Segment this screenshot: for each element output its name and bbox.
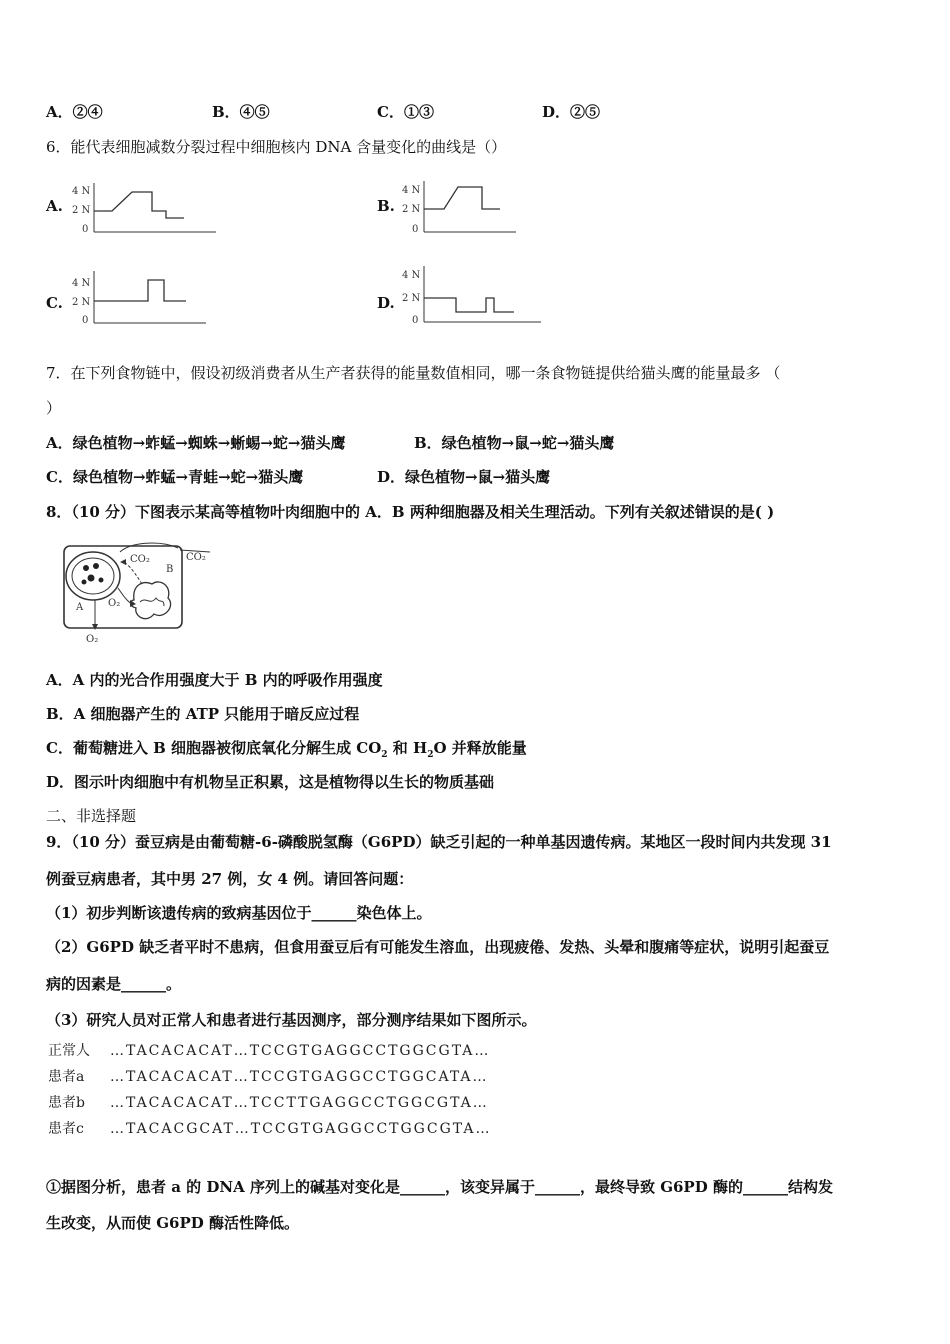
sequence-row (48, 1067, 489, 1087)
q8-option-c-post: O 并释放能量 (433, 739, 527, 757)
q5-option-a: A．②④ (46, 103, 103, 121)
axis-2n: 2 N (402, 204, 421, 215)
q6-stem-text: 6．能代表细胞减数分裂过程中细胞核内 DNA 含量变化的曲线是（） (46, 138, 507, 156)
q9-stem-line1: 9．（10 分）蚕豆病是由葡萄糖-6-磷酸脱氢酶（G6PD）缺乏引起的一种单基因遗传病。某地区一段时间内共发现 31 (46, 833, 832, 851)
q8-stem: 8．（10 分）下图表示某高等植物叶肉细胞中的 A．B 两种细胞器及相关生理活动。下列有关叙述错误的是( ) (46, 503, 775, 521)
q8-option-d: D．图示叶肉细胞中有机物呈正积累，这是植物得以生长的物质基础 (46, 773, 495, 791)
sequence-row (48, 1093, 489, 1113)
q8-organelle-diagram (60, 540, 220, 654)
q9-stem-line2: 例蚕豆病患者，其中男 27 例，女 4 例。请回答问题： (46, 870, 414, 888)
q8-option-c-sub2: 2 (427, 750, 434, 760)
sequence-value: …TACACACAT…TCCGTGAGGCCTGGCATA… (110, 1069, 489, 1085)
q7-option-b: B．绿色植物→鼠→蛇→猫头鹰 (414, 434, 615, 452)
q7-option-d: D．绿色植物→鼠→猫头鹰 (377, 468, 551, 486)
q9-subq1-line2: 生改变，从而使 G6PD 酶活性降低。 (46, 1214, 299, 1232)
q9-part3: （3）研究人员对正常人和患者进行基因测序，部分测序结果如下图所示。 (46, 1011, 537, 1029)
q6-label-b: B. (377, 197, 395, 215)
axis-0: 0 (412, 315, 419, 326)
q6-label-c: C. (46, 294, 63, 312)
o2-out-label: O₂ (86, 634, 99, 645)
mitochondrion (131, 582, 171, 619)
sequence-label: 患者b (48, 1095, 85, 1111)
sequence-label: 患者c (48, 1121, 84, 1137)
axis-4n: 4 N (72, 186, 91, 197)
sequence-value: …TACACGCAT…TCCGTGAGGCCTGGCGTA… (110, 1121, 492, 1137)
co2-outer-label: CO₂ (186, 552, 206, 563)
q6-label-a: A. (46, 197, 63, 215)
q8-option-c (46, 738, 527, 765)
q8-option-c-sub1: 2 (381, 750, 388, 760)
axis-0: 0 (412, 224, 419, 235)
q6-graph-c (66, 268, 211, 334)
q8-option-b: B．A 细胞器产生的 ATP 只能用于暗反应过程 (46, 705, 360, 723)
q6-label-d: D. (377, 294, 395, 312)
axis-4n: 4 N (402, 270, 421, 281)
axis-0: 0 (82, 315, 89, 326)
q7-stem-line2: ） (46, 399, 62, 417)
section-heading: 二、非选择题 (46, 807, 137, 825)
sequence-row (48, 1119, 491, 1139)
q7-option-a: A．绿色植物→蚱蜢→蜘蛛→蜥蜴→蛇→猫头鹰 (46, 434, 346, 452)
q6-graph-d (396, 262, 546, 332)
q9-part1: （1）初步判断该遗传病的致病基因位于______染色体上。 (46, 904, 432, 922)
label-a: A (76, 602, 84, 613)
q6-graph-b (396, 178, 521, 244)
q8-option-a: A．A 内的光合作用强度大于 B 内的呼吸作用强度 (46, 671, 383, 689)
q7-stem-line1: 7．在下列食物链中，假设初级消费者从生产者获得的能量数值相同，哪一条食物链提供给猫头鹰的能量最多 （ (46, 364, 781, 382)
sequence-label: 正常人 (48, 1043, 90, 1059)
q8-option-c-mid: 和 H (387, 739, 428, 757)
cell-outline (64, 546, 182, 628)
q7-option-c: C．绿色植物→蚱蜢→青蛙→蛇→猫头鹰 (46, 468, 304, 486)
o2-inner-label: O₂ (108, 598, 121, 609)
q5-option-c: C．①③ (377, 103, 434, 121)
axis-0: 0 (82, 224, 89, 235)
axis-2n: 2 N (72, 205, 91, 216)
q9-part2-line1: （2）G6PD 缺乏者平时不患病，但食用蚕豆后有可能发生溶血，出现疲倦、发热、头晕和腹痛等症状，说明引起蚕豆 (46, 938, 830, 956)
sequence-value: …TACACACAT…TCCGTGAGGCCTGGCGTA… (110, 1043, 491, 1059)
sequence-label: 患者a (48, 1069, 85, 1085)
q6-stem (46, 137, 506, 157)
axis-4n: 4 N (402, 185, 421, 196)
label-b: B (166, 564, 174, 575)
q9-part2-line2: 病的因素是______。 (46, 975, 182, 993)
sequence-row (48, 1041, 490, 1061)
axis-2n: 2 N (72, 297, 91, 308)
q5-option-d: D．②⑤ (542, 103, 601, 121)
q5-option-b: B．④⑤ (212, 103, 270, 121)
q6-graph-a (66, 180, 226, 244)
axis-2n: 2 N (402, 293, 421, 304)
q8-option-c-pre: C．葡萄糖进入 B 细胞器被彻底氧化分解生成 CO (46, 739, 382, 757)
axis-4n: 4 N (72, 278, 91, 289)
co2-inner-label: CO₂ (130, 554, 150, 565)
sequence-value: …TACACACAT…TCCTTGAGGCCTGGCGTA… (110, 1095, 489, 1111)
q9-subq1-line1: ①据图分析，患者 a 的 DNA 序列上的碱基对变化是______，该变异属于______，最终导致 G6PD 酶的______结构发 (46, 1178, 833, 1196)
